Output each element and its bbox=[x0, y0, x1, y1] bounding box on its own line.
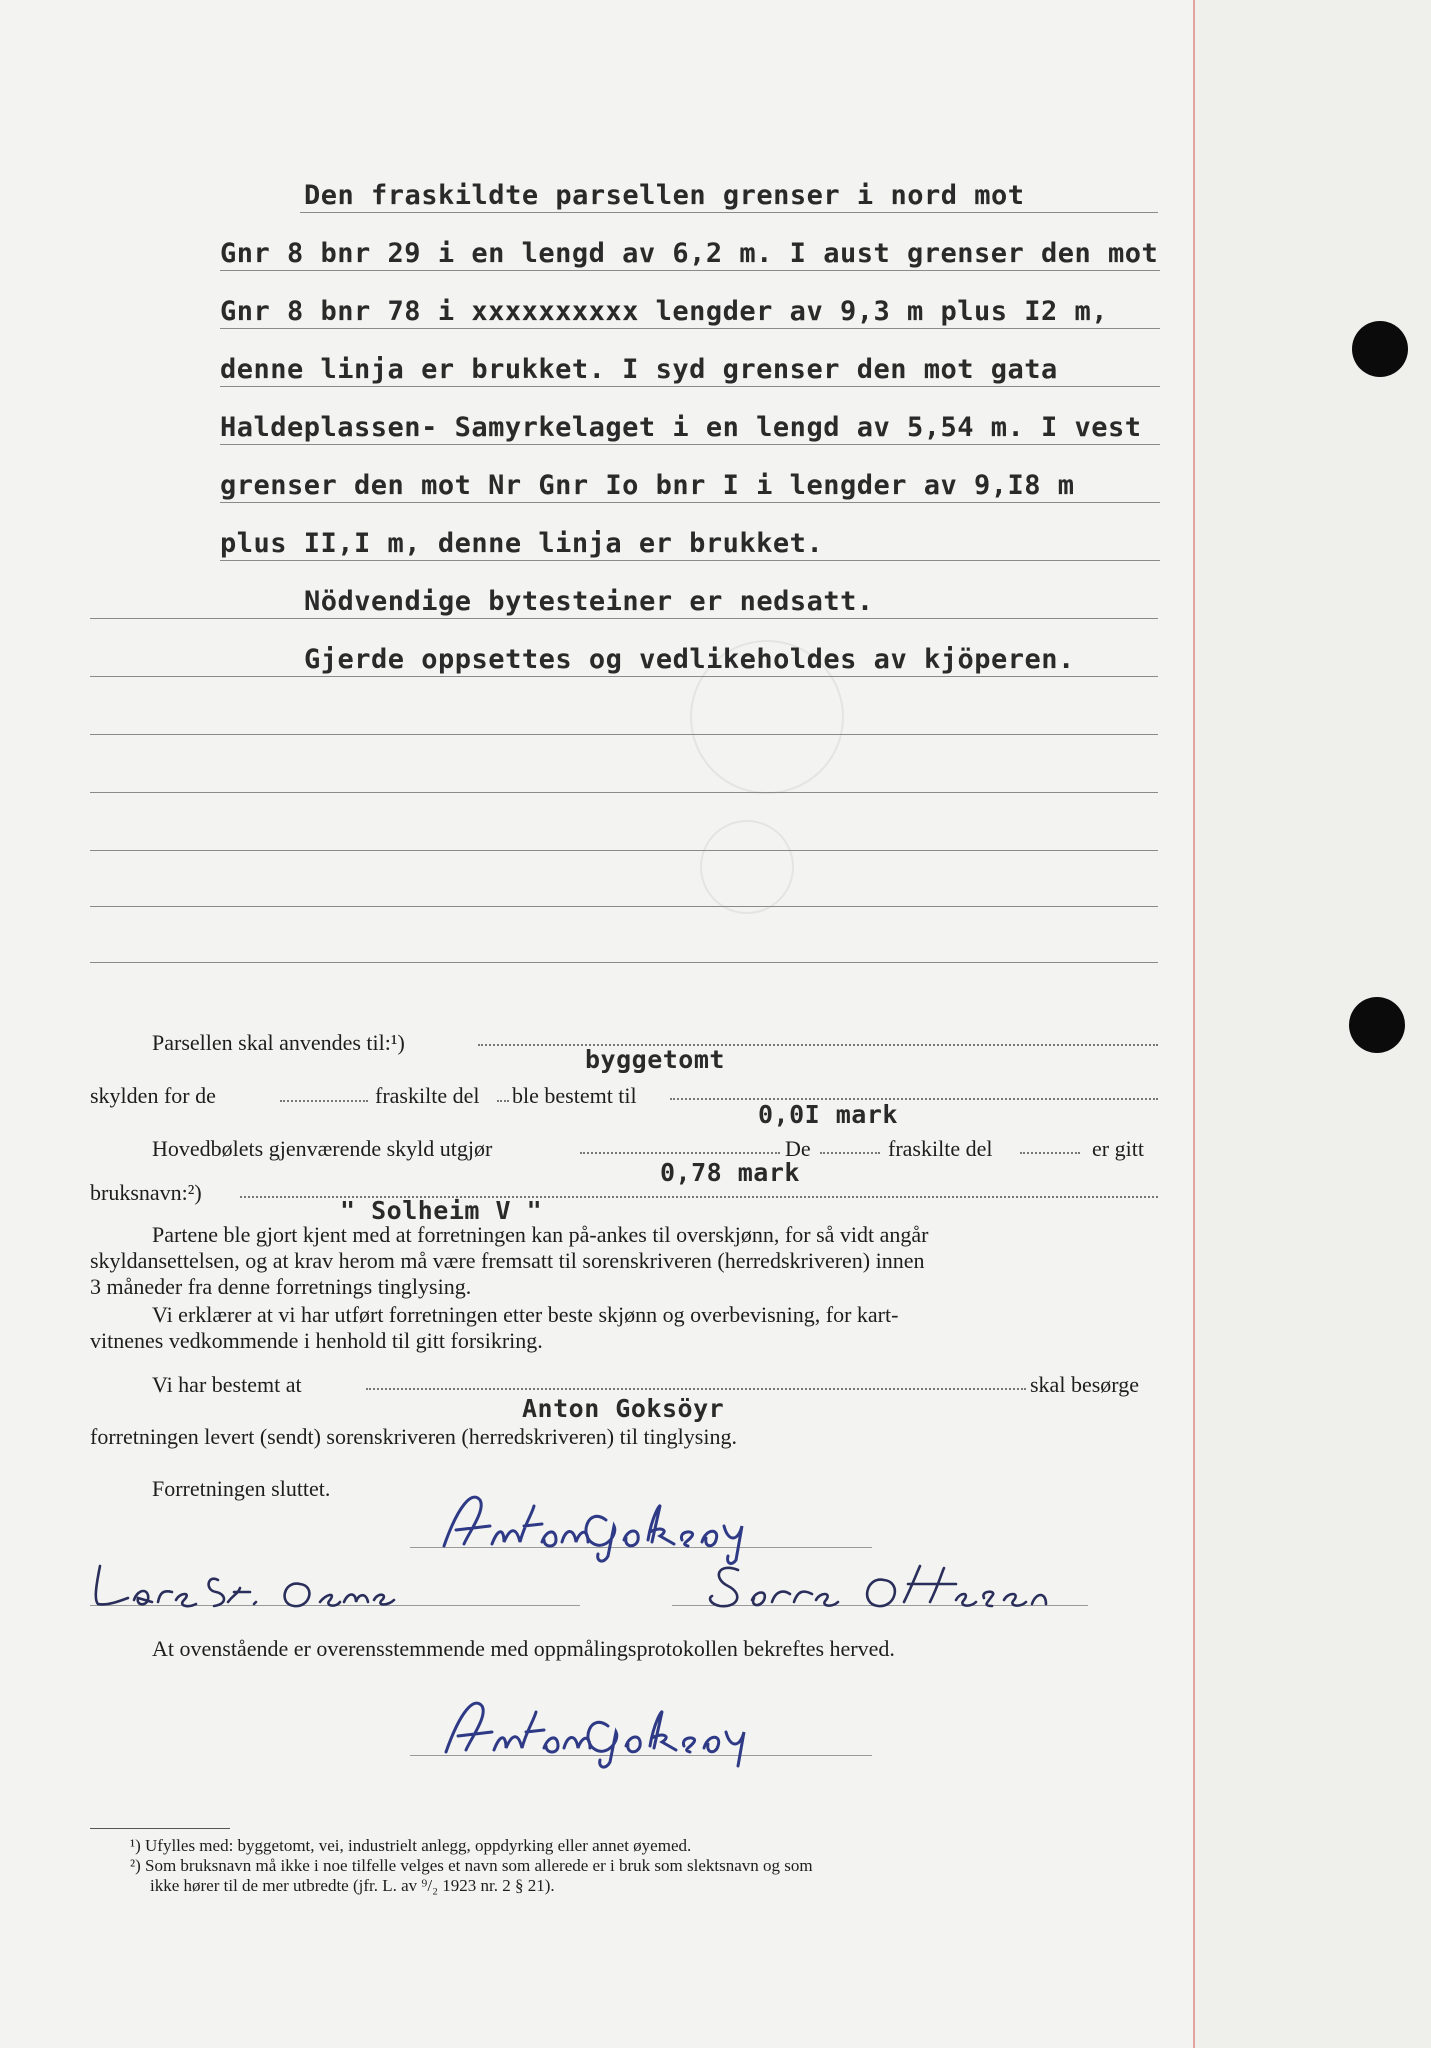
ruled-line bbox=[220, 328, 1160, 329]
remaining-dotted-c bbox=[1020, 1152, 1080, 1154]
para2-line1: Vi erklærer at vi har utført forretningen etter beste skjønn og overbevisning, for kart- bbox=[152, 1302, 899, 1327]
ruled-line bbox=[220, 444, 1160, 445]
confirm-text: At ovenstående er overensstemmende med oppmålingsprotokollen bekreftes herved. bbox=[152, 1636, 895, 1661]
remaining-er-gitt: er gitt bbox=[1092, 1136, 1144, 1161]
para2-line2: vitnenes vedkommende i henhold til gitt forsikring. bbox=[90, 1328, 543, 1353]
ruled-line bbox=[90, 850, 1158, 851]
typed-line-2: Gnr 8 bnr 29 i en lengd av 6,2 m. I aust grenser den mot bbox=[220, 238, 1159, 269]
ruled-line bbox=[90, 962, 1158, 963]
delivered-line: forretningen levert (sendt) sorenskriveren (herredskriveren) til tinglysing. bbox=[90, 1424, 737, 1449]
typed-line-4: denne linja er brukket. I syd grenser den mot gata bbox=[220, 354, 1058, 385]
ruled-line bbox=[300, 212, 1158, 213]
ruled-line bbox=[90, 734, 1158, 735]
ruled-line bbox=[220, 386, 1160, 387]
punch-hole-top bbox=[1352, 321, 1408, 377]
signature-anton-goksoyr bbox=[438, 1486, 778, 1566]
signature-sverre-ottesen bbox=[698, 1556, 1098, 1616]
tax-label-b: fraskilte del bbox=[375, 1083, 480, 1108]
typed-line-8: Nödvendige bytesteiner er nedsatt. bbox=[304, 586, 874, 617]
tax-dotted-b bbox=[497, 1100, 509, 1102]
remaining-dotted-a bbox=[580, 1152, 780, 1154]
footnote-1: ¹) Ufylles med: byggetomt, vei, industrielt anlegg, oppdyrking eller annet øyemed. bbox=[130, 1836, 692, 1855]
use-dotted-line bbox=[478, 1044, 1158, 1046]
ruled-line bbox=[90, 906, 1158, 907]
name-label: bruksnavn:²) bbox=[90, 1180, 202, 1205]
para1-line3: 3 måneder fra denne forretnings tinglysing. bbox=[90, 1274, 472, 1299]
name-value: " Solheim V " bbox=[340, 1196, 543, 1225]
decided-value: Anton Goksöyr bbox=[522, 1394, 725, 1423]
signature-anton-goksoyr-2 bbox=[440, 1690, 780, 1770]
typed-line-1: Den fraskildte parsellen grenser i nord mot bbox=[304, 180, 1025, 211]
margin-red-line bbox=[1193, 0, 1195, 2048]
para1-line2: skyldansettelsen, og at krav herom må være fremsatt til sorenskriveren (herredskriveren) innen bbox=[90, 1248, 925, 1273]
use-value: byggetomt bbox=[585, 1045, 725, 1074]
para1-line1: Partene ble gjort kjent med at forretningen kan på-ankes til overskjønn, for så vidt angår bbox=[152, 1222, 929, 1247]
decided-dotted-line bbox=[366, 1388, 1026, 1390]
decided-label: Vi har bestemt at bbox=[152, 1372, 302, 1397]
decided-end: skal besørge bbox=[1030, 1372, 1139, 1397]
tax-label-a: skylden for de bbox=[90, 1083, 216, 1108]
typed-line-9: Gjerde oppsettes og vedlikeholdes av kjöperen. bbox=[304, 644, 1075, 675]
ruled-line bbox=[220, 560, 1160, 561]
use-label: Parsellen skal anvendes til:¹) bbox=[152, 1030, 405, 1055]
footnote-rule bbox=[90, 1828, 230, 1829]
ruled-line bbox=[90, 618, 1158, 619]
footnote-2-line-1: ²) Som bruksnavn må ikke i noe tilfelle velges et navn som allerede er i bruk som slektsnavn og som bbox=[130, 1856, 813, 1875]
remaining-value: 0,78 mark bbox=[660, 1158, 800, 1187]
remaining-dotted-b bbox=[820, 1152, 880, 1154]
ruled-line bbox=[220, 270, 1160, 271]
signature-lars-osnes bbox=[88, 1556, 488, 1616]
typed-line-7: plus II,I m, denne linja er brukket. bbox=[220, 528, 824, 559]
tax-value: 0,0I mark bbox=[758, 1100, 898, 1129]
ruled-line bbox=[90, 792, 1158, 793]
typed-line-6: grenser den mot Nr Gnr Io bnr I i lengder av 9,I8 m bbox=[220, 470, 1075, 501]
bleed-through-stamp bbox=[700, 820, 794, 914]
typed-line-3: Gnr 8 bnr 78 i xxxxxxxxxx lengder av 9,3 m plus I2 m, bbox=[220, 296, 1109, 327]
svg-text:Anton Goksöyr: Anton Goksöyr bbox=[438, 1564, 445, 1565]
closed-label: Forretningen sluttet. bbox=[152, 1476, 331, 1501]
tax-dotted-c bbox=[670, 1098, 1158, 1100]
typed-line-5: Haldeplassen- Samyrkelaget i en lengd av 5,54 m. I vest bbox=[220, 412, 1142, 443]
tax-dotted-a bbox=[280, 1100, 368, 1102]
punch-hole-bottom bbox=[1349, 997, 1405, 1053]
ruled-line bbox=[90, 676, 1158, 677]
tax-label-c: ble bestemt til bbox=[512, 1083, 637, 1108]
remaining-de: De bbox=[785, 1136, 811, 1161]
remaining-label: Hovedbølets gjenværende skyld utgjør bbox=[152, 1136, 493, 1161]
remaining-fraskilte: fraskilte del bbox=[888, 1136, 993, 1161]
footnote-2-line-2: ikke hører til de mer utbredte (jfr. L. av ⁹/₂ 1923 nr. 2 § 21). bbox=[150, 1876, 555, 1895]
ruled-line bbox=[220, 502, 1160, 503]
